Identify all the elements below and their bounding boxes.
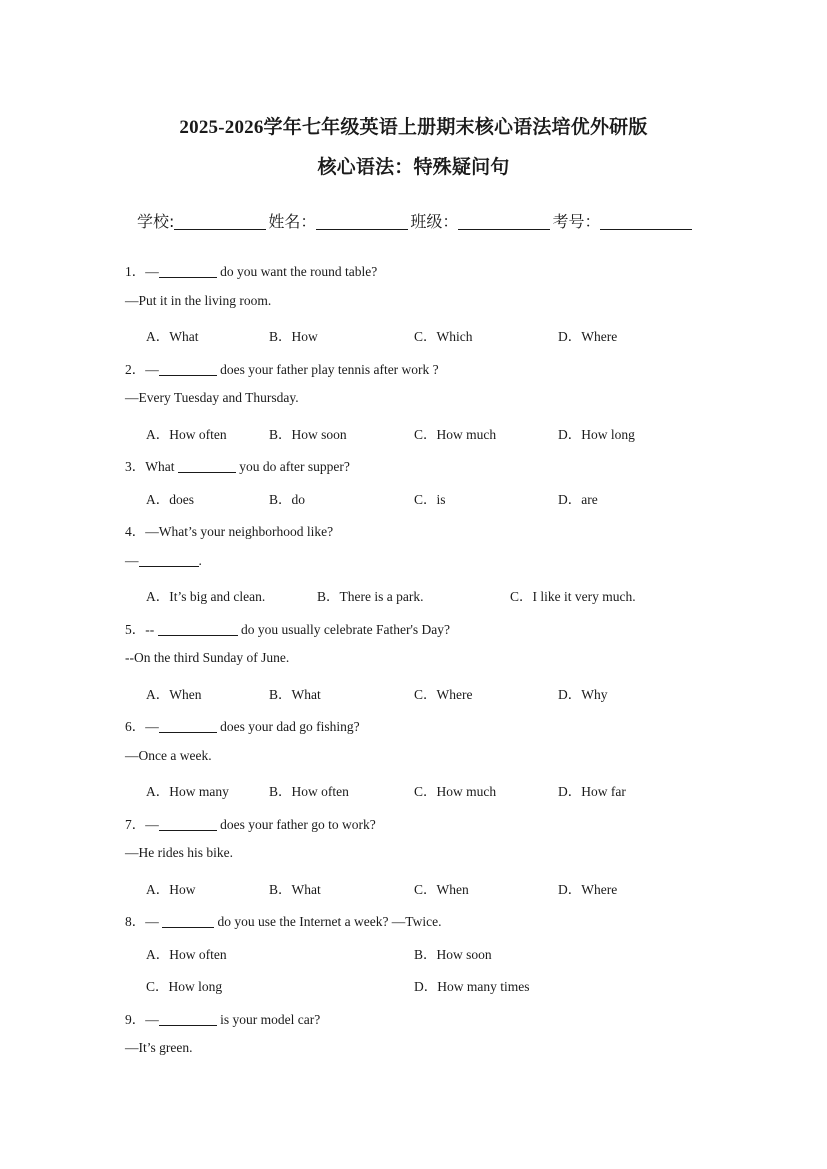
question-stem: 4．—What’s your neighborhood like?: [125, 524, 334, 539]
option-c[interactable]: C．Which: [414, 329, 473, 344]
option-b[interactable]: B．What: [269, 882, 321, 897]
question-reply: —Every Tuesday and Thursday.: [125, 390, 299, 405]
option-c[interactable]: C．How long: [146, 979, 223, 994]
option-a[interactable]: A．How many: [146, 784, 229, 799]
option-a[interactable]: A．It’s big and clean.: [146, 589, 266, 604]
question-stem: 7．— does your father go to work?: [125, 817, 376, 832]
page-title: 2025-2026学年七年级英语上册期末核心语法培优外研版: [179, 117, 648, 138]
exam-no-blank[interactable]: [600, 215, 692, 230]
answer-blank[interactable]: [178, 460, 236, 473]
option-b[interactable]: B．How soon: [269, 427, 347, 442]
name-label: 姓名：: [268, 212, 317, 231]
option-b[interactable]: B．There is a park.: [317, 589, 424, 604]
option-c[interactable]: C．When: [414, 882, 469, 897]
option-a[interactable]: A．When: [146, 687, 202, 702]
option-c[interactable]: C．is: [414, 492, 446, 507]
option-d[interactable]: D．How long: [558, 427, 635, 442]
answer-blank[interactable]: [159, 818, 217, 831]
question-stem: 1．— do you want the round table?: [125, 264, 378, 279]
question-reply: —Put it in the living room.: [125, 293, 272, 308]
question-stem: 2．— does your father play tennis after work ?: [125, 362, 439, 377]
option-b[interactable]: B．How soon: [414, 947, 492, 962]
option-c[interactable]: C．How much: [414, 427, 497, 442]
option-b[interactable]: B．do: [269, 492, 306, 507]
question-reply: — .: [125, 553, 202, 568]
question-reply: —He rides his bike.: [125, 845, 233, 860]
option-a[interactable]: A．does: [146, 492, 194, 507]
question-reply: —It’s green.: [125, 1040, 193, 1055]
question-stem: 9．— is your model car?: [125, 1012, 321, 1027]
answer-blank[interactable]: [159, 363, 217, 376]
option-d[interactable]: D．How many times: [414, 979, 530, 994]
option-a[interactable]: A．How often: [146, 947, 227, 962]
option-c[interactable]: C．How much: [414, 784, 497, 799]
option-d[interactable]: D．How far: [558, 784, 626, 799]
exam-no-label: 考号：: [552, 212, 601, 231]
option-a[interactable]: A．How often: [146, 427, 227, 442]
answer-blank[interactable]: [139, 554, 199, 567]
option-d[interactable]: D．Where: [558, 329, 618, 344]
class-label: 班级：: [410, 212, 459, 231]
option-d[interactable]: D．are: [558, 492, 598, 507]
answer-blank[interactable]: [162, 915, 214, 928]
option-b[interactable]: B．How often: [269, 784, 349, 799]
question-stem: 8．— do you use the Internet a week? —Twice.: [125, 914, 442, 929]
answer-blank[interactable]: [159, 720, 217, 733]
question-stem: 5．-- do you usually celebrate Father's Day?: [125, 622, 450, 637]
question-stem: 6．— does your dad go fishing?: [125, 719, 360, 734]
option-a[interactable]: A．How: [146, 882, 196, 897]
school-label: 学校:: [137, 212, 175, 231]
question-reply: --On the third Sunday of June.: [125, 650, 290, 665]
class-blank[interactable]: [458, 215, 550, 230]
option-d[interactable]: D．Where: [558, 882, 618, 897]
question-stem: 3．What you do after supper?: [125, 459, 350, 474]
page-subtitle: 核心语法：特殊疑问句: [317, 157, 510, 178]
option-b[interactable]: B．What: [269, 687, 321, 702]
option-a[interactable]: A．What: [146, 329, 199, 344]
option-c[interactable]: C．I like it very much.: [510, 589, 636, 604]
school-blank[interactable]: [174, 215, 266, 230]
answer-blank[interactable]: [159, 1013, 217, 1026]
answer-blank[interactable]: [158, 623, 238, 636]
option-d[interactable]: D．Why: [558, 687, 608, 702]
option-b[interactable]: B．How: [269, 329, 318, 344]
student-info-line: [137, 209, 694, 232]
option-c[interactable]: C．Where: [414, 687, 473, 702]
answer-blank[interactable]: [159, 265, 217, 278]
name-blank[interactable]: [316, 215, 408, 230]
question-reply: —Once a week.: [125, 748, 212, 763]
